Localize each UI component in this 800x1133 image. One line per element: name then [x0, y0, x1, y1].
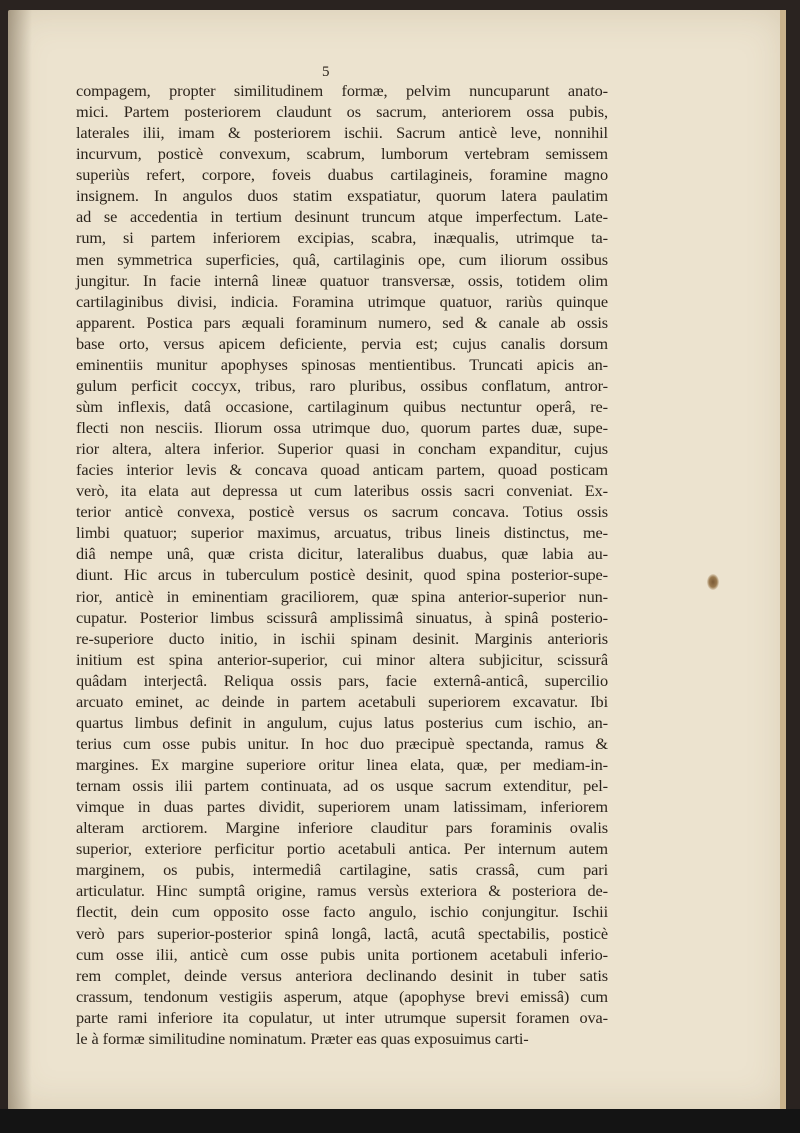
text-line: eminentiis munitur apophyses spinosas mentientibus. Truncati apicis an- — [76, 354, 608, 374]
text-line: cupatur. Posterior limbus scissurâ amplissimâ sinuatus, à spinâ posterio- — [76, 607, 608, 627]
text-line: men symmetrica superficies, quâ, cartilaginis ope, cum iliorum ossibus — [76, 249, 608, 269]
text-line: ad se accedentia in tertium desinunt truncum atque imperfectum. Late- — [76, 207, 608, 227]
ink-stain — [707, 574, 719, 590]
binding-gutter-shadow — [8, 10, 32, 1110]
text-line: diunt. Hic arcus in tuberculum posticè desinit, quod spina posterior-supe- — [76, 565, 608, 585]
page-edge — [780, 10, 786, 1110]
text-line: articulatur. Hinc sumptâ origine, ramus versùs exteriora & posteriora de- — [76, 881, 608, 901]
body-text — [76, 80, 608, 1049]
text-line: terior anticè convexa, posticè versus os sacrum concava. Totius ossis — [76, 502, 608, 522]
text-line: laterales ilii, imam & posteriorem ischii. Sacrum anticè leve, nonnihil — [76, 123, 608, 143]
text-line: rior, anticè in eminentiam graciliorem, quæ spina anterior-superior nun- — [76, 586, 608, 606]
text-line: superiùs refert, corpore, foveis duabus cartilagineis, foramine magno — [76, 165, 608, 185]
scan-bottom-shadow — [0, 1109, 800, 1133]
text-line: ternam ossis ilii partem continuata, ad os usque sacrum extenditur, pel- — [76, 776, 608, 796]
text-line: verò pars superior-posterior spinâ longâ, lactâ, acutâ spectabilis, posticè — [76, 923, 608, 943]
page-number: 5 — [322, 64, 330, 80]
text-line: base orto, versus apicem deficiente, pervia est; cujus canalis dorsum — [76, 333, 608, 353]
text-line: rum, si partem inferiorem excipias, scabra, inæqualis, utrimque ta- — [76, 228, 608, 248]
text-line: terius cum osse pubis unitur. In hoc duo præcipuè spectanda, ramus & — [76, 733, 608, 753]
text-line: crassum, tendonum vestigiis asperum, atque (apophyse brevi emissâ) cum — [76, 986, 608, 1006]
text-line: compagem, propter similitudinem formæ, pelvim nuncuparunt anato- — [76, 81, 608, 100]
text-line: sùm inflexis, datâ occasione, cartilaginum quibus nectuntur operâ, re- — [76, 396, 608, 416]
text-line: rem complet, deinde versus anteriora declinando desinit in tuber satis — [76, 965, 608, 985]
text-line: initium est spina anterior-superior, cui minor altera subjicitur, scissurâ — [76, 649, 608, 669]
text-line: re-superiore ducto initio, in ischii spinam desinit. Marginis anterioris — [76, 628, 608, 648]
text-line: facies interior levis & concava quoad anticam partem, quoad posticam — [76, 460, 608, 480]
text-line: quâdam interjectâ. Reliqua ossis pars, facie externâ-anticâ, supercilio — [76, 670, 608, 690]
text-line: rior altera, altera inferior. Superior quasi in concham expanditur, cujus — [76, 439, 608, 459]
text-line: parte rami inferiore ita copulatur, ut inter utrumque supersit foramen ova- — [76, 1007, 608, 1027]
text-line: superior, exteriore perficitur portio acetabuli antica. Per internum autem — [76, 839, 608, 859]
text-line: cartilaginibus divisi, indicia. Foramina utrimque quatuor, rariùs quinque — [76, 291, 608, 311]
text-line: vimque in duas partes dividit, superiorem unam latissimam, inferiorem — [76, 797, 608, 817]
text-line: flectit, dein cum opposito osse facto angulo, ischio conjungitur. Ischii — [76, 902, 608, 922]
text-line: cum osse ilii, anticè cum osse pubis unita portionem acetabuli inferio- — [76, 944, 608, 964]
text-line: verò, ita elata aut depressa ut cum lateribus ossis sacri conveniat. Ex- — [76, 481, 608, 501]
text-line: quartus limbus definit in angulum, cujus latus posterius cum ischio, an- — [76, 712, 608, 732]
text-line: limbi quatuor; superior maximus, arcuatus, tribus lineis distinctus, me- — [76, 523, 608, 543]
text-line: diâ nempe unâ, quæ crista dicitur, lateralibus duabus, quæ labia au- — [76, 544, 608, 564]
text-line: marginem, os pubis, intermediâ cartilagine, satis crassâ, cum pari — [76, 860, 608, 880]
text-line: apparent. Postica pars æquali foraminum numero, sed & canale ab ossis — [76, 312, 608, 332]
text-line: le à formæ similitudine nominatum. Præter eas quas exposuimus carti- — [76, 1028, 529, 1048]
text-line: incurvum, posticè convexum, scabrum, lumborum vertebram semissem — [76, 144, 608, 164]
text-line: arcuato eminet, ac deinde in partem acetabuli superiorem excavatur. Ibi — [76, 691, 608, 711]
text-line: gulum perficit coccyx, tribus, raro pluribus, ossibus conflatum, antror- — [76, 375, 608, 395]
text-line: jungitur. In facie internâ lineæ quatuor transversæ, ossis, totidem olim — [76, 270, 608, 290]
text-line: alteram arctiorem. Margine inferiore clauditur pars foraminis ovalis — [76, 818, 608, 838]
text-line: insignem. In angulos duos statim exspatiatur, quorum latera paulatim — [76, 186, 608, 206]
text-line: flecti non nesciis. Iliorum ossa utrimque duo, quorum partes duæ, supe- — [76, 418, 608, 437]
text-line: margines. Ex margine superiore oritur linea elata, quæ, per mediam-in- — [76, 755, 608, 774]
text-line: mici. Partem posteriorem claudunt os sacrum, anteriorem ossa pubis, — [76, 102, 608, 122]
